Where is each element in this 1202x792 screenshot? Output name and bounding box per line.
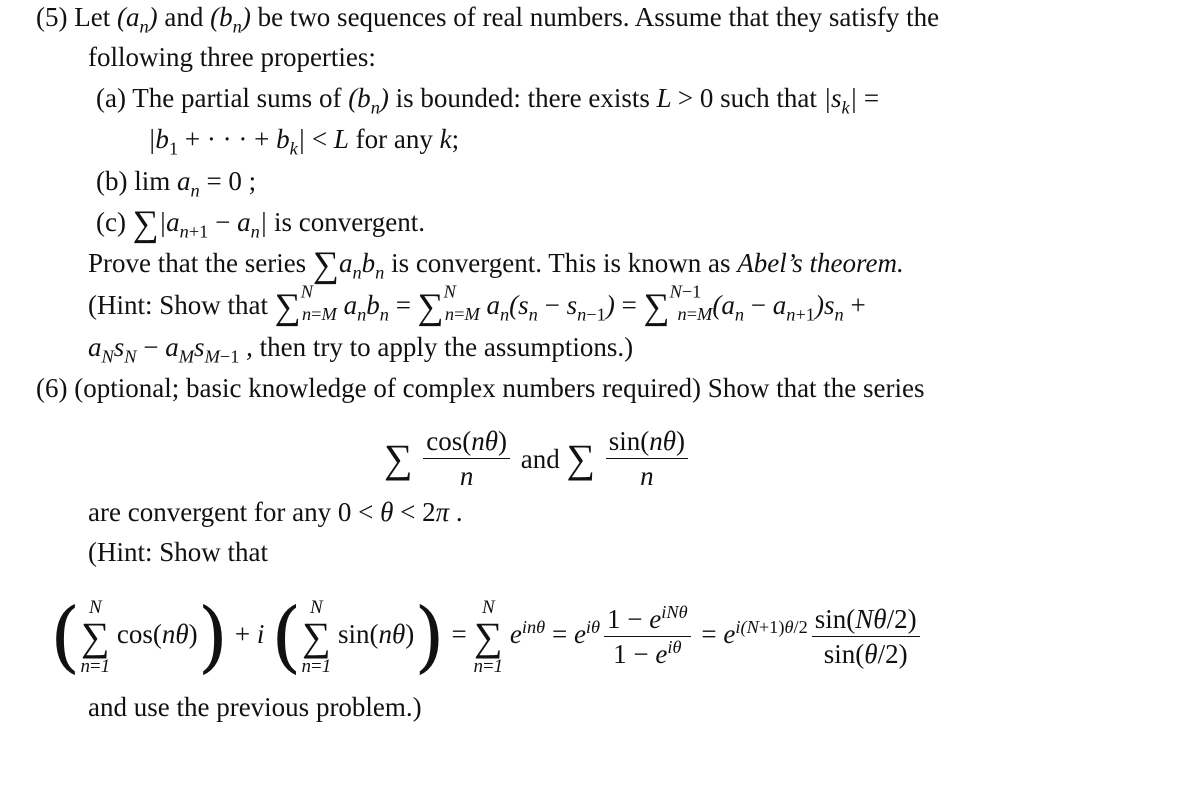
display-series: ∑ $\frac{\cos(n\theta)}{n}$ and ∑ $\frac{\sin(n\theta)}{n}$ [384, 416, 692, 499]
prove-line: Prove that the series $\sum a_nb_n$ is convergent. This is known as Abel’s theorem. [88, 244, 904, 285]
theorem-name: Abel’s theorem. [737, 248, 904, 278]
cos-fraction: $\frac{\cos(n\theta)}{n}$ [423, 424, 510, 493]
sin-fraction: $\frac{\sin(n\theta)}{n}$ [606, 424, 688, 493]
math-seq-a: $(a_n)$ [116, 2, 158, 37]
display-identity: ( N ∑ n=1 cos(nθ)) + i ( N ∑ n=1 sin(nθ)) = N ∑ n=1 $e^{in\theta} = e^{i\theta}$ $\frac{1 - e^{iN\theta}}{1 - e^{i\theta}}$ = $e^{i(N+1)\theta/2}$ $\frac{\sin(N\theta/2)}{\sin(\theta/2)}$ [50, 584, 924, 684]
math-product-series: $\sum a_nb_n$ [312, 244, 385, 285]
math-theta-range: 0 < θ < 2π . [337, 497, 463, 527]
math-summation-by-parts: ∑$^N_{n=M}$ $a_nb_n = \sum^N_{n=M}$ $a_n(s_n - s_{n-1}) = \sum^{N-1}_{n=M}(a_n - a_{n+1})s_n$ + [274, 281, 866, 327]
property-c: (c) $\sum|a_{n+1} - a_n|$ is convergent. [96, 203, 425, 244]
convergent-line: are convergent for any 0 < θ < 2π . [88, 497, 463, 527]
math-abs-diff-series: $\sum|a_{n+1} - a_n|$ [132, 203, 268, 244]
property-c-label: (c) [96, 207, 126, 237]
math-seq-b: $(b_n)$ [210, 2, 251, 37]
problem-6-label: (6) [36, 373, 68, 403]
closing-line: and use the previous problem.) [88, 692, 422, 722]
property-a-line-2: $|b_1$ + · · · + $b_k| < L$ for any k; [148, 124, 460, 159]
property-b-label: (b) [96, 166, 128, 196]
problem-5-line-1: (5) Let $(a_n)$ and $(b_n)$ be two sequences of real numbers. Assume that they satisfy the [36, 2, 940, 37]
and-word: and [520, 443, 560, 474]
problem-5-line-2: following three properties: [88, 42, 376, 72]
hint-5-line-1: (Hint: Show that ∑$^N_{n=M}$ $a_nb_n = \sum^N_{n=M}$ $a_n(s_n - s_{n-1}) = \sum^{N-1}_{n=M}(a_n - a_{n+1})s_n$ + [88, 281, 866, 327]
property-a-label: (a) [96, 83, 126, 113]
property-b [96, 164, 257, 201]
hint-6-open: (Hint: Show that [88, 537, 268, 567]
problem-6-line-1: (6) (optional; basic knowledge of complex numbers required) Show that the series [36, 373, 925, 403]
property-a-line-1: (a) The partial sums of $(b_n)$ is bounded: there exists L > 0 such that $|s_k|$ = [96, 83, 880, 118]
math-limit: $\lim a_n = 0$ ; [134, 166, 257, 201]
hint-5-line-2: $a_Ns_N - a_Ms_{M-1}$ , then try to apply the assumptions.) [88, 332, 634, 367]
problem-5-label: (5) [36, 2, 68, 32]
